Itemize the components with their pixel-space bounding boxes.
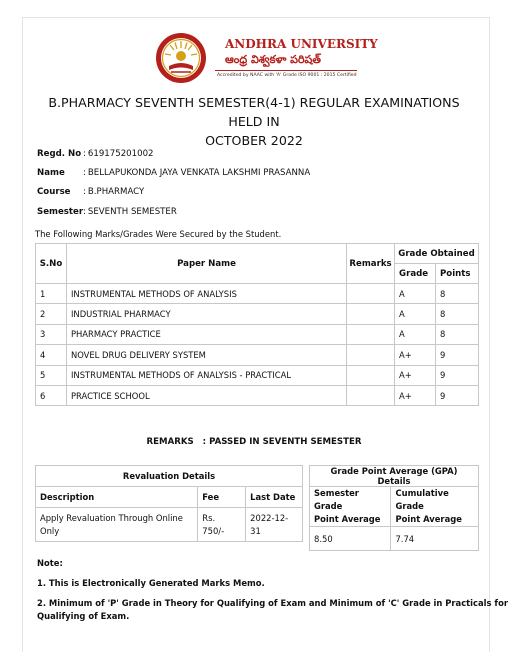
exam-title-line-1: B.PHARMACY SEVENTH SEMESTER(4-1) REGULAR EXAMINATIONS HELD IN — [48, 95, 460, 129]
row-points: 8 — [436, 324, 479, 344]
revaluation-last-date-line-1: 2022-12- — [250, 512, 289, 523]
row-sno: 5 — [36, 365, 67, 385]
note-2-line-1: 2. Minimum of 'P' Grade in Theory for Qualifying of Exam and Minimum of 'C' Grade in Practicals for — [37, 598, 508, 608]
col-header-points: Points — [436, 264, 479, 284]
row-paper-name: PRACTICE SCHOOL — [66, 385, 346, 405]
row-points: 8 — [436, 304, 479, 324]
row-sno: 2 — [36, 304, 67, 324]
name-value: BELLAPUKONDA JAYA VENKATA LAKSHMI PRASANNA — [87, 168, 311, 178]
revaluation-description-line-1: Apply Revaluation Through Online — [40, 512, 183, 523]
result-remarks: REMARKS : PASSED IN SEVENTH SEMESTER — [146, 437, 362, 447]
row-points: 9 — [436, 365, 479, 385]
row-grade: A — [395, 324, 436, 344]
cgpa-value: 7.74 — [391, 527, 479, 551]
university-seal-icon — [155, 32, 207, 84]
gpa-col-sgpa — [310, 487, 391, 527]
row-grade: A+ — [395, 385, 436, 405]
row-paper-name: NOVEL DRUG DELIVERY SYSTEM — [66, 345, 346, 365]
gpa-col-sgpa-line-1: Semester Grade — [314, 488, 359, 511]
semester-row: Semester: SEVENTH SEMESTER — [37, 207, 177, 217]
row-remarks — [347, 304, 395, 324]
row-remarks — [347, 324, 395, 344]
name-label: Name — [37, 168, 65, 178]
gpa-col-cgpa-line-1: Cumulative Grade — [395, 488, 449, 511]
accreditation-text: Accredited by NAAC with 'A' Grade ISO 9001 : 2015 Certified — [217, 73, 357, 78]
revaluation-last-date — [246, 508, 303, 542]
note-1: 1. This is Electronically Generated Marks Memo. — [37, 578, 265, 588]
university-name-telugu: ఆంధ్ర విశ్వకళా పరిషత్ — [225, 53, 321, 66]
name-row: Name : BELLAPUKONDA JAYA VENKATA LAKSHMI PRASANNA — [37, 168, 311, 178]
course-row: Course : B.PHARMACY — [37, 187, 145, 197]
note-2-line-2: Qualifying of Exam. — [37, 611, 130, 621]
revaluation-description — [36, 508, 198, 542]
table-row — [36, 385, 479, 405]
university-header — [155, 32, 378, 88]
row-paper-name: INSTRUMENTAL METHODS OF ANALYSIS — [66, 284, 346, 304]
gpa-col-cgpa — [391, 487, 479, 527]
table-row — [36, 324, 479, 344]
row-remarks — [347, 385, 395, 405]
row-remarks — [347, 345, 395, 365]
row-grade: A+ — [395, 345, 436, 365]
revaluation-table — [35, 465, 303, 542]
regd-value: 619175201002 — [87, 149, 154, 159]
col-header-paper-name: Paper Name — [66, 244, 346, 284]
row-points: 9 — [436, 345, 479, 365]
gpa-table — [309, 465, 479, 551]
row-grade: A+ — [395, 365, 436, 385]
exam-title-line-2: OCTOBER 2022 — [205, 133, 303, 148]
marks-table — [35, 243, 479, 406]
row-sno: 1 — [36, 284, 67, 304]
table-row — [36, 508, 303, 542]
col-header-grade: Grade — [395, 264, 436, 284]
revaluation-col-fee: Fee — [198, 487, 246, 508]
semester-label: Semester — [37, 207, 84, 217]
row-paper-name: INSTRUMENTAL METHODS OF ANALYSIS - PRACTICAL — [66, 365, 346, 385]
table-row — [36, 345, 479, 365]
row-sno: 3 — [36, 324, 67, 344]
revaluation-title: Revaluation Details — [36, 466, 303, 487]
col-header-remarks: Remarks — [347, 244, 395, 284]
row-paper-name: INDUSTRIAL PHARMACY — [66, 304, 346, 324]
gpa-title: Grade Point Average (GPA) Details — [310, 466, 479, 487]
regd-row: Regd. No : 619175201002 — [37, 149, 154, 159]
row-grade: A — [395, 284, 436, 304]
secured-text: The Following Marks/Grades Were Secured by the Student. — [35, 229, 282, 239]
revaluation-fee — [198, 508, 246, 542]
semester-value: SEVENTH SEMESTER — [87, 207, 177, 217]
revaluation-description-line-2: Only — [40, 525, 60, 536]
gpa-col-sgpa-line-2: Point Average — [314, 514, 381, 524]
row-remarks — [347, 365, 395, 385]
table-row — [36, 304, 479, 324]
col-header-grade-obtained: Grade Obtained — [395, 244, 479, 264]
row-points: 8 — [436, 284, 479, 304]
revaluation-fee-line-1: Rs. — [202, 512, 216, 523]
table-row — [36, 284, 479, 304]
note-heading: Note: — [37, 558, 63, 568]
university-name: ANDHRA UNIVERSITY — [225, 37, 378, 51]
row-paper-name: PHARMACY PRACTICE — [66, 324, 346, 344]
revaluation-col-description: Description — [36, 487, 198, 508]
row-remarks — [347, 284, 395, 304]
row-sno: 4 — [36, 345, 67, 365]
regd-label: Regd. No — [37, 149, 82, 159]
revaluation-col-last-date: Last Date — [246, 487, 303, 508]
row-grade: A — [395, 304, 436, 324]
row-sno: 6 — [36, 385, 67, 405]
table-row — [310, 527, 479, 551]
revaluation-fee-line-2: 750/- — [202, 525, 225, 536]
exam-title — [30, 93, 478, 150]
course-label: Course — [37, 187, 71, 197]
table-row — [36, 365, 479, 385]
header-divider — [215, 70, 357, 71]
revaluation-last-date-line-2: 31 — [250, 525, 261, 536]
sgpa-value: 8.50 — [310, 527, 391, 551]
note-2 — [37, 597, 508, 623]
course-value: B.PHARMACY — [87, 187, 145, 197]
col-header-sno: S.No — [36, 244, 67, 284]
row-points: 9 — [436, 385, 479, 405]
gpa-col-cgpa-line-2: Point Average — [395, 514, 462, 524]
